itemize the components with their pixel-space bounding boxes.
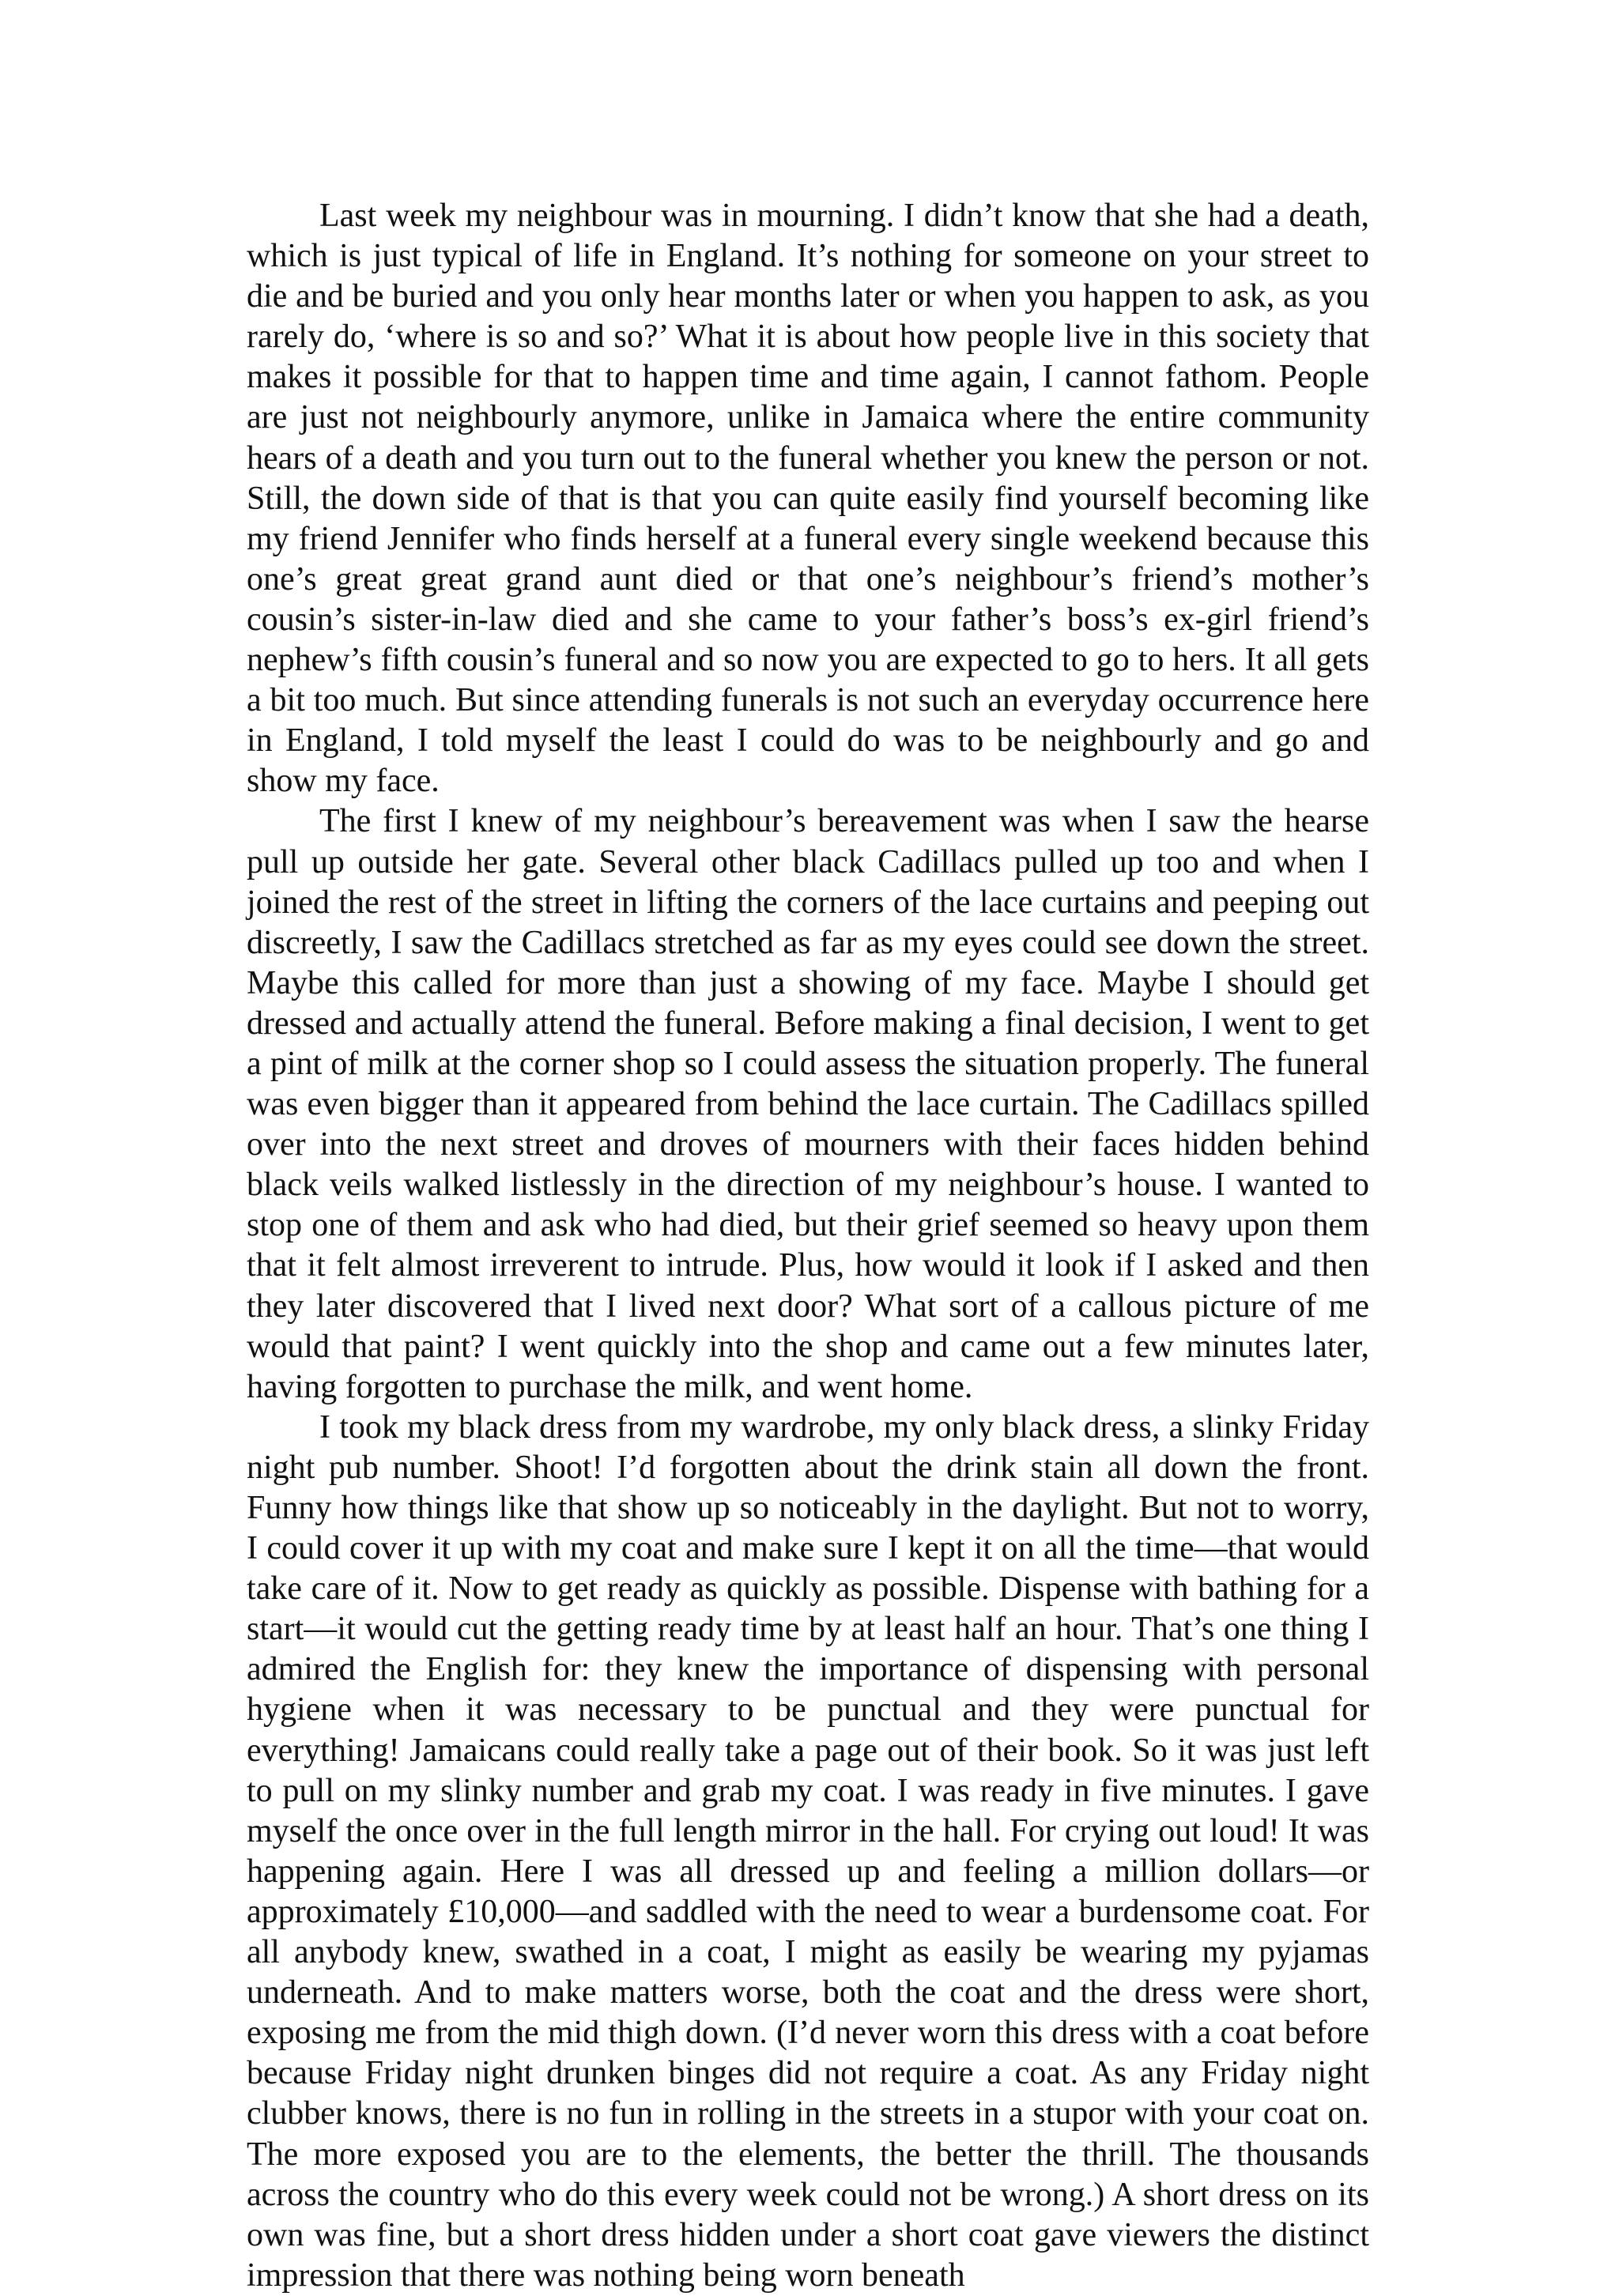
paragraph-1: Last week my neighbour was in mourning. I didn’t know that she had a death, which is just typical of life in England. It’s nothing for someone on your street to die and be buried and you only hear months later or when you happen to ask, as you rarely do, ‘where is so and so?’ What it is about how people live in this society that makes it possible for that to happen time and time again, I cannot fathom. People are just not neighbourly anymore, unlike in Jamaica where the entire community hears of a death and you turn out to the funeral whether you knew the person or not. Still, the down side of that is that you can quite easily find yourself becoming like my friend Jennifer who finds herself at a funeral every single weekend because this one’s great great grand aunt died or that one’s neighbour’s friend’s mother’s cousin’s sister-in-law died and she came to your father’s boss’s ex-girl friend’s nephew’s fifth cousin’s funeral and so now you are expected to go to hers. It all gets a bit too much. But since attending funerals is not such an everyday occurrence here in England, I told myself the least I could do was to be neighbourly and go and show my face. xyxy=(247,198,1369,800)
paragraph-2: The first I knew of my neighbour’s bereavement was when I saw the hearse pull up outside her gate. Several other black Cadillacs pulled up too and when I joined the rest of the street in lifting the corners of the lace curtains and peeping out discreetly, I saw the Cadillacs stretched as far as my eyes could see down the street. Maybe this called for more than just a showing of my face. Maybe I should get dressed and actually attend the funeral. Before making a final decision, I went to get a pint of milk at the corner shop so I could assess the situation properly. The funeral was even bigger than it appeared from behind the lace curtain. The Cadillacs spilled over into the next street and droves of mourners with their faces hidden behind black veils walked listlessly in the direction of my neighbour’s house. I wanted to stop one of them and ask who had died, but their grief seemed so heavy upon them that it felt almost irreverent to intrude. Plus, how would it look if I asked and then they later discovered that I lived next door? What sort of a callous picture of me would that paint? I went quickly into the shop and came out a few minutes later, having forgotten to purchase the milk, and went home. xyxy=(247,803,1369,1405)
paragraph-3: I took my black dress from my wardrobe, my only black dress, a slinky Friday night pub number. Shoot! I’d forgotten about the drink stain all down the front. Funny how things like that show up so noticeably in the daylight. But not to worry, I could cover it up with my coat and make sure I kept it on all the time—that would take care of it. Now to get ready as quickly as possible. Dispense with bathing for a start—it would cut the getting ready time by at least half an hour. That’s one thing I admired the English for: they knew the importance of dispensing with personal hygiene when it was necessary to be punctual and they were punctual for everything! Jamaicans could really take a page out of their book. So it was just left to pull on my slinky number and grab my coat. I was ready in five minutes. I gave myself the once over in the full length mirror in the hall. For crying out loud! It was happening again. Here I was all dressed up and feeling a million dollars—or approximately £10,000—and saddled with the need to wear a burdensome coat. For all anybody knew, swathed in a coat, I might as easily be wearing my pyjamas underneath. And to make matters worse, both the coat and the dress were short, exposing me from the mid thigh down. (I’d never worn this dress with a coat before because Friday night drunken binges did not require a coat. As any Friday night clubber knows, there is no fun in rolling in the streets in a stupor with your coat on. The more exposed you are to the elements, the better the thrill. The thousands across the country who do this every week could not be wrong.) A short dress on its own was fine, but a short dress hidden under a short coat gave viewers the distinct impression that there was nothing being worn beneath xyxy=(247,1408,1369,2294)
body-text xyxy=(247,196,1369,2296)
